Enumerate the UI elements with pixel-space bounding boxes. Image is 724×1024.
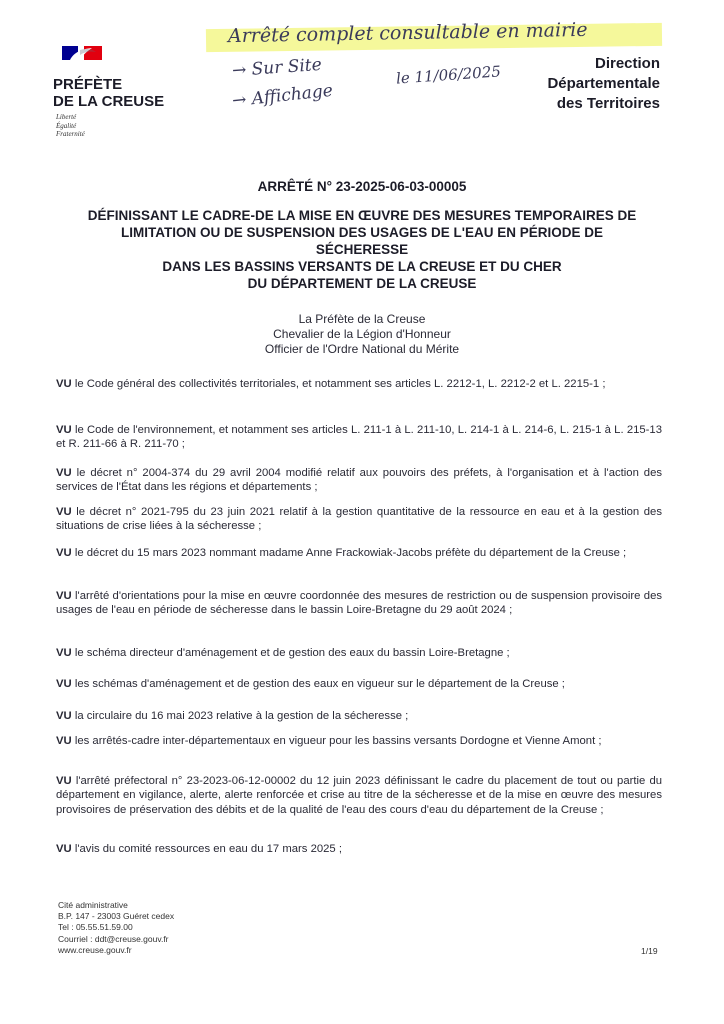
vu-text: l'avis du comité ressources en eau du 17 mars 2025 ; [74, 843, 342, 855]
prefecture-line-1: PRÉFÈTE [53, 76, 123, 93]
issuing-direction [547, 54, 660, 114]
vu-text: la circulaire du 16 mai 2023 relative à la gestion de la sécheresse ; [74, 710, 409, 722]
vu-keyword: VU [56, 506, 72, 518]
vu-text: le Code de l'environnement, et notamment ses articles L. 211-1 à L. 211-10, L. 214-1 à L. 214-6, L. 215-1 à L. 215-13 et R. 211-66 à R. 211-70 ; [56, 424, 662, 451]
vu-keyword: VU [56, 378, 72, 390]
vu-keyword: VU [56, 647, 72, 659]
vu-keyword: VU [56, 547, 72, 559]
title-line-1: DÉFINISSANT LE CADRE-DE LA MISE EN ŒUVRE DES MESURES TEMPORAIRES DE [87, 208, 637, 223]
handwritten-site-note: → Sur Site [231, 54, 323, 82]
arrete-number: ARRÊTÉ N° 23-2025-06-03-00005 [257, 179, 467, 194]
footer-phone: Tel : 05.55.51.59.00 [58, 922, 133, 933]
handwritten-consultation-note: Arrêté complet consultable en mairie [227, 18, 588, 48]
vu-keyword: VU [56, 735, 72, 747]
direction-line-2: Départementale [547, 75, 660, 92]
vu-paragraph [56, 734, 662, 748]
motto-fraternite: Fraternité [56, 130, 85, 138]
footer-contact-block [58, 900, 174, 956]
title-line-5: DU DÉPARTEMENT DE LA CREUSE [247, 276, 477, 291]
vu-keyword: VU [56, 843, 72, 855]
vu-paragraph [56, 423, 662, 452]
marianne-flag-logo [62, 46, 102, 60]
vu-paragraph [56, 842, 662, 856]
handwritten-display-note: → Affichage [231, 80, 334, 112]
republic-motto [56, 113, 85, 139]
vu-text: les arrêtés-cadre inter-départementaux en vigueur pour les bassins versants Dordogne et Vienne Amont ; [74, 735, 602, 747]
footer-postal-address: B.P. 147 - 23003 Guéret cedex [58, 911, 175, 922]
vu-keyword: VU [56, 424, 72, 436]
vu-text: le Code général des collectivités territoriales, et notamment ses articles L. 2212-1, L. 2212-2 et L. 2215-1 ; [74, 378, 606, 390]
vu-paragraph [56, 677, 662, 691]
vu-text: l'arrêté d'orientations pour la mise en œuvre coordonnée des mesures de restriction ou de suspension provisoire des usages de l'eau en période de sécheresse dans le bassin Loire-Bretagne du 29 août 2024 ; [56, 590, 663, 617]
vu-paragraph [56, 646, 662, 660]
footer-address-name: Cité administrative [58, 900, 128, 910]
authority-line-2: Chevalier de la Légion d'Honneur [273, 327, 451, 341]
vu-keyword: VU [56, 467, 72, 479]
vu-paragraph [56, 546, 662, 560]
vu-paragraph [56, 377, 662, 391]
motto-egalite: Égalité [56, 121, 77, 130]
vu-paragraph [56, 466, 662, 495]
vu-text: l'arrêté préfectoral n° 23-2023-06-12-00002 du 12 juin 2023 définissant le cadre du placement de tout ou partie du département en vigilance, alerte, alerte renforcée et crise au titre de la sécheresse et de la mise en œuvre des mesures provisoires de préservation des débits et de la qualité de l'eau des cours d'eau du département de la Creuse ; [56, 775, 663, 816]
vu-text: le schéma directeur d'aménagement et de gestion des eaux du bassin Loire-Bretagne ; [74, 647, 510, 659]
vu-text: le décret du 15 mars 2023 nommant madame Anne Frackowiak-Jacobs préfète du département de la Creuse ; [74, 547, 627, 559]
vu-text: le décret n° 2004-374 du 29 avril 2004 modifié relatif aux pouvoirs des préfets, à l'organisation et à l'action des services de l'État dans les régions et départements ; [56, 467, 663, 494]
title-line-2: LIMITATION OU DE SUSPENSION DES USAGES DE L'EAU EN PÉRIODE DE [120, 225, 604, 240]
title-line-3: SÉCHERESSE [315, 242, 409, 257]
vu-keyword: VU [56, 775, 72, 787]
footer-website: www.creuse.gouv.fr [58, 944, 132, 955]
authority-block [0, 312, 724, 357]
vu-paragraph [56, 709, 662, 723]
vu-paragraph [56, 505, 662, 534]
handwritten-date-note: le 11/06/2025 [395, 62, 502, 88]
vu-keyword: VU [56, 678, 72, 690]
vu-keyword: VU [56, 590, 72, 602]
prefecture-line-2: DE LA CREUSE [53, 93, 165, 110]
vu-keyword: VU [56, 710, 72, 722]
direction-line-1: Direction [594, 55, 660, 72]
direction-line-3: des Territoires [556, 95, 660, 112]
arrete-title [60, 207, 664, 292]
footer-email: Courriel : ddt@creuse.gouv.fr [58, 933, 169, 944]
authority-line-1: La Préfète de la Creuse [298, 312, 426, 326]
motto-liberte: Liberté [56, 113, 77, 121]
vu-paragraph [56, 774, 662, 817]
title-line-4: DANS LES BASSINS VERSANTS DE LA CREUSE ET DU CHER [162, 259, 562, 274]
authority-line-3: Officier de l'Ordre National du Mérite [264, 342, 460, 356]
page-number: 1/19 [641, 946, 658, 956]
prefecture-name [53, 76, 173, 110]
vu-paragraph [56, 589, 662, 618]
vu-text: le décret n° 2021-795 du 23 juin 2021 relatif à la gestion quantitative de la ressource en eau et à la gestion des situations de crise liées à la sécheresse ; [56, 506, 662, 533]
vu-text: les schémas d'aménagement et de gestion des eaux en vigueur sur le département de la Creuse ; [74, 678, 565, 690]
